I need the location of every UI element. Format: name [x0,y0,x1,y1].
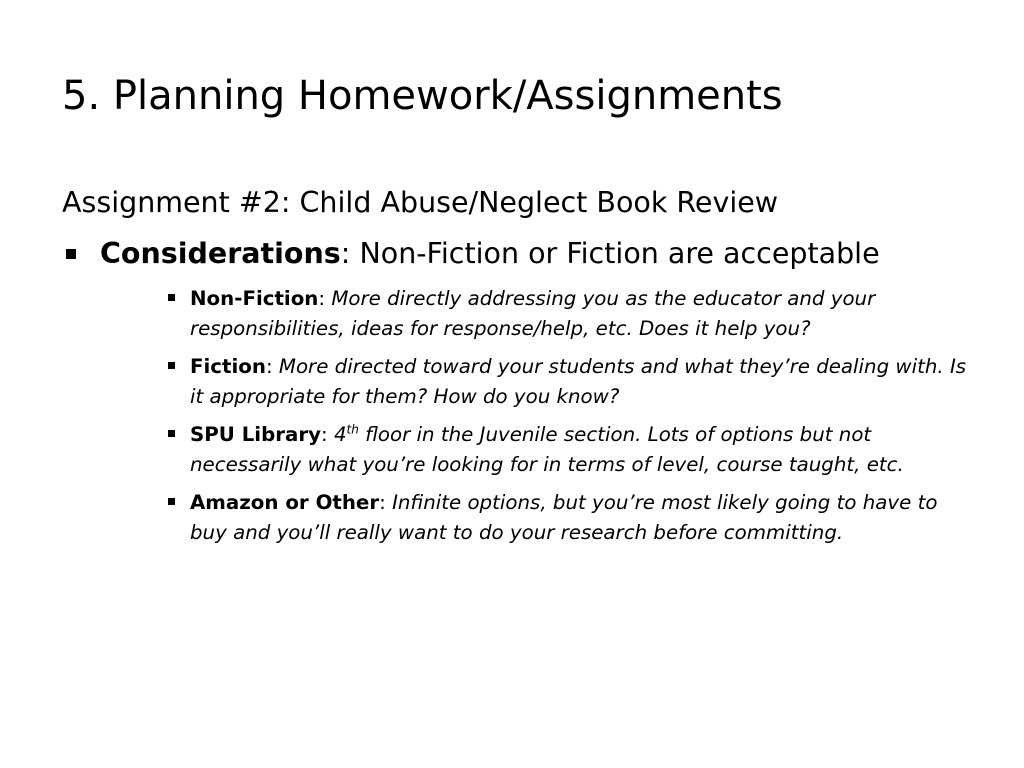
list-item-amazon-or-other [167,488,967,548]
item-label: SPU Library [190,423,321,446]
item-sep: : [379,491,393,514]
item-sep: : [318,287,332,310]
square-bullet-icon [168,430,175,437]
item-text: floor in the Juvenile section. Lots of options but not necessarily what you’re looking for in terms of level, course taught, etc. [190,423,904,476]
list-item-fiction [167,352,967,412]
square-bullet-icon [168,294,175,301]
item-text-number: 4 [333,423,347,446]
item-text: Infinite options, but you’re most likely going to have to buy and you’ll really want to do your research before committing. [190,491,938,544]
considerations-sublist [167,284,967,556]
assignment-subtitle: Assignment #2: Child Abuse/Neglect Book Review [62,186,779,219]
item-label: Non-Fiction [190,287,319,310]
considerations-label: Considerations [100,237,341,270]
list-item-spu-library [167,420,967,480]
item-text: More directly addressing you as the educator and your responsibilities, ideas for response/help, etc. Does it help you? [190,287,876,340]
item-text-superscript: th [346,422,359,437]
considerations-body: Non-Fiction or Fiction are acceptable [359,237,880,270]
square-bullet-icon [168,362,175,369]
square-bullet-icon [66,249,76,259]
square-bullet-icon [168,498,175,505]
list-item-non-fiction [167,284,967,344]
item-sep: : [265,355,279,378]
slide-title: 5. Planning Homework/Assignments [62,73,783,119]
considerations-sep: : [340,237,360,270]
item-text: More directed toward your students and what they’re dealing with. Is it appropriate for them? How do you know? [190,355,967,408]
item-sep: : [321,423,334,446]
considerations-text [100,235,880,273]
item-label: Fiction [190,355,266,378]
item-label: Amazon or Other [190,491,380,514]
